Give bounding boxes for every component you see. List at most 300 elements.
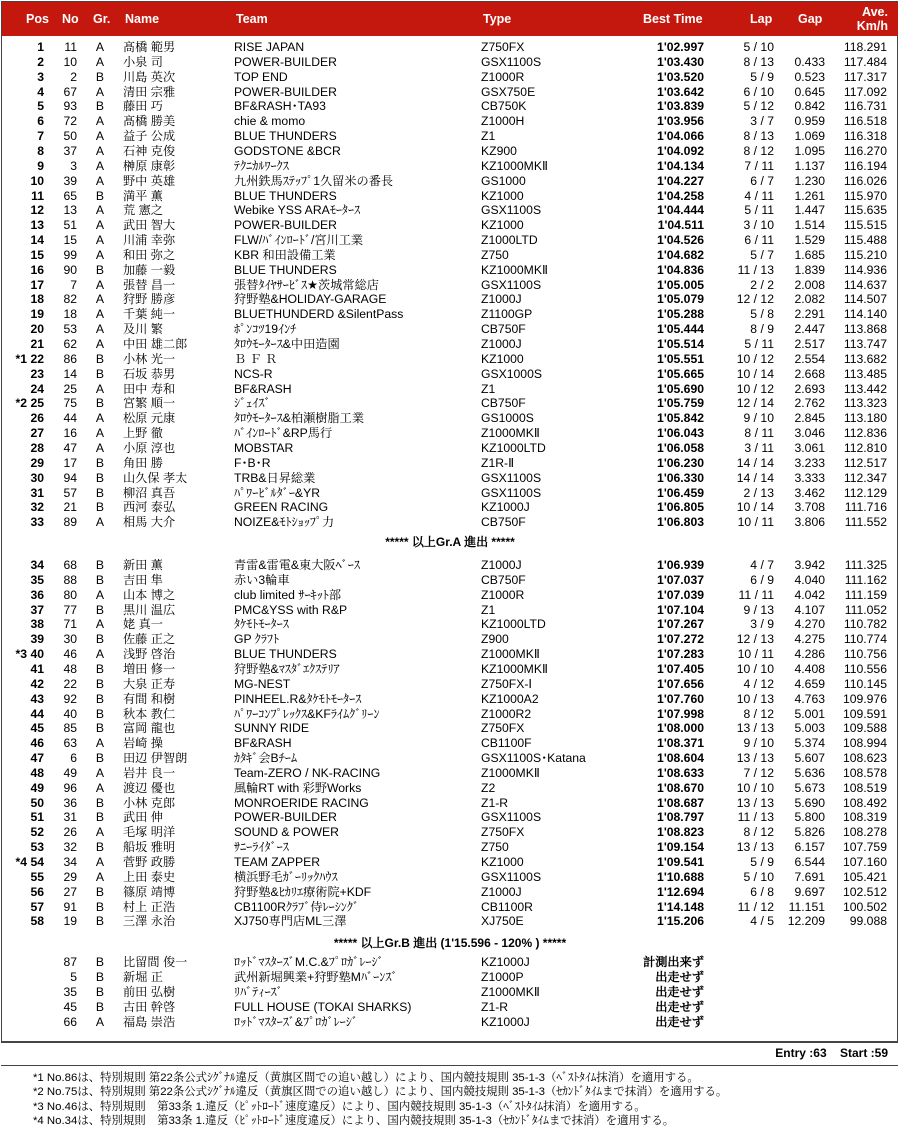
table-row <box>0 766 900 781</box>
cell-best: 出走せず <box>655 985 704 999</box>
cell-pos: 39 <box>30 632 44 647</box>
cell-gap: 5.800 <box>794 810 825 825</box>
cell-gap: 4.763 <box>794 691 825 706</box>
cell-ave: 111.162 <box>844 572 887 587</box>
entry-start-counts <box>775 1046 888 1060</box>
cell-ave: 116.194 <box>843 158 887 173</box>
cell-lap: 12 / 12 <box>736 292 774 307</box>
cell-name: 千葉 純一 <box>123 307 176 322</box>
cell-team: 九州鉄馬ｽﾃｯﾌﾟ1久留米の番長 <box>234 173 394 188</box>
cell-lap: 13 / 13 <box>736 751 774 766</box>
cell-ave: 108.623 <box>842 751 887 766</box>
cell-gr: A <box>95 158 105 173</box>
cell-gap: 4.286 <box>794 647 825 662</box>
table-row <box>0 248 900 263</box>
cell-best: 1'07.405 <box>657 661 704 676</box>
table-row <box>0 632 900 647</box>
cell-team: PMC&YSS with R&P <box>234 602 348 617</box>
cell-no: 71 <box>63 617 77 632</box>
cell-no: 7 <box>70 277 77 292</box>
cell-ave: 108.492 <box>842 795 887 810</box>
cell-gap: 3.061 <box>794 440 825 455</box>
cell-type: CB750F <box>481 515 526 530</box>
table-row <box>0 855 900 870</box>
cell-team: POWER-BUILDER <box>234 84 337 99</box>
cell-type: KZ1000MKⅡ <box>481 158 548 173</box>
cell-type: Z1000J <box>481 558 522 572</box>
cell-type: GSX1000S <box>481 366 542 381</box>
cell-no: 87 <box>63 955 77 969</box>
cell-gap: 2.554 <box>794 351 825 366</box>
cell-best: 1'05.005 <box>657 277 704 292</box>
table-row <box>0 352 900 367</box>
cell-pos: 9 <box>37 158 44 173</box>
cell-lap: 11 / 12 <box>737 899 774 914</box>
cell-team: 狩野塾&ﾋｶﾘｴ療術院+KDF <box>234 884 372 899</box>
cell-name: 三澤 永治 <box>123 914 176 929</box>
cell-name: 船坂 雅明 <box>123 840 176 855</box>
cell-no: 13 <box>63 203 77 218</box>
cell-gr: A <box>95 173 105 188</box>
cell-ave: 102.512 <box>842 884 887 899</box>
cell-name: 小林 克郎 <box>123 795 176 810</box>
cell-team: MG-NEST <box>234 676 291 691</box>
cell-pos: 35 <box>30 572 44 587</box>
cell-gap: 5.001 <box>794 706 825 721</box>
footnote-1: *1 No.86は、特別規則 第22条公式ｼｸﾞﾅﾙ違反（黄旗区間での追い越し）により、国内競技規則 35-1-3（ﾍﾞｽﾄﾀｲﾑ抹消）を適用する。 <box>33 1072 699 1084</box>
cell-ave: 114.140 <box>843 307 887 322</box>
cell-name: 新堀 正 <box>123 970 163 984</box>
cell-gr: A <box>95 411 105 426</box>
cell-no: 63 <box>63 736 77 751</box>
cell-type: GSX1100S <box>481 203 542 218</box>
cell-type: GSX1100S <box>481 810 542 825</box>
cell-lap: 14 / 14 <box>736 455 774 470</box>
cell-ave: 109.591 <box>842 706 887 721</box>
cell-ave: 113.747 <box>843 337 887 351</box>
cell-type: Z1000J <box>481 292 522 307</box>
cell-best: 1'08.823 <box>657 825 704 840</box>
table-row <box>0 1015 900 1030</box>
cell-ave: 116.026 <box>843 173 887 188</box>
cell-name: 中田 雄二郎 <box>123 337 188 351</box>
cell-gr: A <box>95 765 105 780</box>
cell-gr: B <box>95 676 105 691</box>
cell-gap: 12.209 <box>787 914 825 929</box>
cell-pos: 16 <box>30 262 44 277</box>
cell-type: Z1-R <box>481 1000 509 1014</box>
cell-gr: A <box>95 247 105 262</box>
cell-name: 荒 憲之 <box>123 203 163 218</box>
cell-team: ｻﾆｰﾗｲﾀﾞｰｽ <box>234 840 289 855</box>
cell-pos: 11 <box>31 188 44 203</box>
cell-gr: A <box>95 54 105 69</box>
cell-name: 山本 博之 <box>123 587 176 602</box>
cell-team: GREEN RACING <box>234 500 329 515</box>
cell-team: F･B･R <box>234 455 271 470</box>
cell-lap: 8 / 12 <box>743 143 774 158</box>
cell-gr: B <box>95 99 105 114</box>
cell-gap: 5.673 <box>794 780 825 795</box>
cell-ave: 110.145 <box>843 676 887 691</box>
cell-best: 計測出来ず <box>643 955 704 969</box>
cell-team: KBR 和田設備工業 <box>234 247 336 262</box>
cell-best: 1'07.760 <box>657 691 704 706</box>
cell-best: 1'04.836 <box>657 262 704 277</box>
cell-type: XJ750E <box>481 914 524 929</box>
cell-no: 14 <box>63 366 77 381</box>
cell-pos: 8 <box>37 143 44 158</box>
cell-no: 48 <box>63 661 77 676</box>
cell-lap: 8 / 13 <box>743 129 774 144</box>
cell-name: 古田 幹啓 <box>123 1000 176 1014</box>
table-row <box>0 233 900 248</box>
cell-no: 92 <box>63 691 77 706</box>
cell-best: 1'05.288 <box>657 307 704 322</box>
cell-name: 新田 薫 <box>123 558 163 572</box>
cell-pos: 51 <box>30 810 44 825</box>
cell-gap: 1.447 <box>794 203 825 218</box>
cell-name: 上野 徹 <box>123 426 163 441</box>
cell-name: 相馬 大介 <box>123 515 176 530</box>
cell-pos: 3 <box>37 69 44 84</box>
cell-no: 47 <box>63 440 77 455</box>
cell-pos: 53 <box>30 840 44 855</box>
cell-ave: 108.994 <box>842 736 887 751</box>
cell-team: BF&RASH･TA93 <box>234 99 326 114</box>
cell-no: 11 <box>64 40 77 54</box>
cell-best: 1'02.997 <box>657 40 704 54</box>
cell-best: 1'07.104 <box>657 602 704 617</box>
cell-gr: A <box>95 1015 105 1029</box>
table-row <box>0 870 900 885</box>
table-row <box>0 144 900 159</box>
table-row <box>0 1000 900 1015</box>
cell-pos: 7 <box>37 129 44 144</box>
cell-pos: 55 <box>30 869 44 884</box>
cell-gr: A <box>95 129 105 144</box>
cell-type: Z1 <box>481 129 496 144</box>
cell-best: 1'05.759 <box>657 396 704 411</box>
cell-name: 山久保 孝太 <box>123 470 188 485</box>
cell-no: 37 <box>63 143 77 158</box>
cell-best: 1'07.283 <box>657 647 704 662</box>
table-header <box>2 2 898 36</box>
cell-best: 1'03.520 <box>657 69 704 84</box>
cell-ave: 111.325 <box>844 558 887 572</box>
cell-gap: 4.408 <box>794 661 825 676</box>
cell-team: POWER-BUILDER <box>234 218 337 233</box>
cell-lap: 3 / 11 <box>744 440 774 455</box>
cell-ave: 112.347 <box>843 470 887 485</box>
cell-no: 30 <box>63 632 77 647</box>
cell-gr: B <box>95 955 105 969</box>
cell-gr: B <box>95 840 105 855</box>
cell-name: 岩崎 操 <box>123 736 163 751</box>
start-count: Start :59 <box>839 1046 888 1060</box>
cell-gr: A <box>95 218 105 233</box>
cell-gr: B <box>95 485 105 500</box>
cell-ave: 109.976 <box>842 691 887 706</box>
cell-lap: 12 / 13 <box>736 632 774 647</box>
cell-pos: 48 <box>30 765 44 780</box>
cell-lap: 10 / 11 <box>737 647 774 662</box>
cell-name: 篠原 靖博 <box>123 884 176 899</box>
cell-name: 富岡 龍也 <box>123 721 176 736</box>
cell-name: 柳沼 真吾 <box>123 485 176 500</box>
cell-type: KZ1000MKⅡ <box>481 262 548 277</box>
cell-team: SOUND & POWER <box>234 825 339 840</box>
footnote-4: *4 No.34は、特別規則 第33条 1.違反（ﾋﾟｯﾄﾛｰﾄﾞ速度違反）により、国内競技規則 35-1-3（ｾｶﾝﾄﾞﾀｲﾑまで抹消）を適用する。 <box>33 1115 675 1127</box>
table-row <box>0 322 900 337</box>
cell-gr: A <box>95 114 105 129</box>
cell-pos: 34 <box>30 558 44 572</box>
cell-lap: 9 / 10 <box>743 411 774 426</box>
cell-team: ｼﾞｪｲｽﾞ <box>234 396 271 411</box>
cell-lap: 14 / 14 <box>736 470 774 485</box>
cell-gr: B <box>95 914 105 929</box>
cell-team: ﾊﾟﾜｰｺﾝﾌﾟﾚｯｸｽ&KFﾗｲﾑｸﾞﾘｰﾝ <box>234 706 380 721</box>
cell-lap: 6 / 8 <box>750 884 774 899</box>
cell-name: 川島 英次 <box>123 69 176 84</box>
cell-type: KZ1000LTD <box>481 617 546 632</box>
cell-best: 1'06.330 <box>657 470 704 485</box>
cell-lap: 6 / 11 <box>744 233 774 248</box>
cell-gr: A <box>95 736 105 751</box>
cell-ave: 111.716 <box>844 500 887 515</box>
cell-gap: 2.517 <box>794 337 825 351</box>
cell-gap: 2.845 <box>794 411 825 426</box>
cell-no: 46 <box>63 647 77 662</box>
cell-gr: A <box>95 84 105 99</box>
cell-team: 横浜野毛ｶﾞｰﾘｯｸﾊｳｽ <box>234 869 338 884</box>
cell-pos: 31 <box>30 485 44 500</box>
cell-pos: 26 <box>30 411 44 426</box>
cell-type: Z1000LTD <box>481 233 538 248</box>
cell-lap: 8 / 11 <box>744 426 774 441</box>
cell-team: TEAM ZAPPER <box>234 855 321 869</box>
table-row <box>0 129 900 144</box>
table-row <box>0 721 900 736</box>
cell-lap: 13 / 13 <box>736 721 774 736</box>
cell-team: POWER-BUILDER <box>234 810 337 825</box>
cell-type: GSX1100S <box>481 869 542 884</box>
cell-no: 27 <box>63 884 77 899</box>
cell-team: Webike YSS ARAﾓｰﾀｰｽ <box>234 203 361 218</box>
cell-type: Z1100GP <box>481 307 533 322</box>
cell-gr: A <box>95 203 105 218</box>
cell-ave: 107.759 <box>842 840 887 855</box>
cell-team: GP ｸﾗﾌﾄ <box>234 632 280 647</box>
cell-no: 3 <box>70 158 77 173</box>
cell-gr: A <box>95 515 105 530</box>
cell-ave: 107.160 <box>842 855 887 869</box>
cell-ave: 116.518 <box>843 114 887 129</box>
cell-gr: A <box>95 277 105 292</box>
cell-type: KZ1000 <box>481 351 524 366</box>
table-row <box>0 114 900 129</box>
cell-gr: B <box>95 1000 105 1014</box>
cell-type: GSX1100S <box>481 485 542 500</box>
cell-type: KZ1000 <box>481 188 524 203</box>
cell-lap: 7 / 11 <box>744 158 774 173</box>
cell-best: 1'06.043 <box>657 426 704 441</box>
cell-lap: 10 / 14 <box>736 366 774 381</box>
cell-gr: A <box>95 647 105 662</box>
cell-best: 1'12.694 <box>657 884 704 899</box>
cell-lap: 10 / 11 <box>737 515 774 530</box>
cell-type: Z1 <box>481 602 496 617</box>
cell-no: 96 <box>63 780 77 795</box>
cell-pos: 24 <box>30 381 44 396</box>
cell-gap: 1.261 <box>794 188 825 203</box>
cell-best: 1'08.687 <box>657 795 704 810</box>
cell-type: KZ1000MKⅡ <box>481 661 548 676</box>
cell-no: 5 <box>70 970 77 984</box>
cell-gr: B <box>95 970 105 984</box>
cell-team: BF&RASH <box>234 736 292 751</box>
cell-ave: 118.291 <box>843 40 887 54</box>
cell-ave: 116.318 <box>843 129 887 144</box>
table-row <box>0 218 900 233</box>
cell-team: ﾛｯﾄﾞﾏｽﾀｰｽﾞ&ﾌﾟﾛｶﾞﾚｰｼﾞ <box>234 1015 358 1029</box>
cell-ave: 109.588 <box>842 721 887 736</box>
cell-lap: 10 / 10 <box>736 780 774 795</box>
cell-type: GSX1100S <box>481 54 542 69</box>
table-row <box>0 456 900 471</box>
cell-gap: 0.645 <box>794 84 825 99</box>
cell-name: 川浦 幸弥 <box>123 233 176 248</box>
cell-gr: B <box>95 572 105 587</box>
cell-gr: A <box>95 855 105 869</box>
cell-lap: 8 / 13 <box>743 54 774 69</box>
cell-type: Z1000J <box>481 884 522 899</box>
cell-team: NCS-R <box>234 366 273 381</box>
footnote-3: *3 No.46は、特別規則 第33条 1.違反（ﾋﾟｯﾄﾛｰﾄﾞ速度違反）により、国内競技規則 35-1-3（ﾍﾞｽﾄﾀｲﾑ抹消）を適用する。 <box>33 1101 646 1113</box>
cell-pos: 17 <box>30 277 44 292</box>
cell-type: Z750 <box>481 247 509 262</box>
cell-best: 1'04.134 <box>657 158 704 173</box>
cell-gap: 2.008 <box>794 277 825 292</box>
cell-gr: A <box>95 233 105 248</box>
cell-ave: 112.810 <box>843 440 887 455</box>
table-row <box>0 500 900 515</box>
cell-lap: 8 / 9 <box>750 322 774 337</box>
table-row <box>0 396 900 411</box>
cell-name: 秋本 教仁 <box>123 706 176 721</box>
cell-best: 1'07.037 <box>657 572 704 587</box>
cell-gap: 1.137 <box>794 158 825 173</box>
cell-ave: 110.756 <box>843 647 887 662</box>
cell-type: CB1100R <box>481 899 533 914</box>
cell-best: 1'06.939 <box>657 558 704 572</box>
cell-no: 62 <box>63 337 77 351</box>
header-team: Team <box>236 12 268 26</box>
cell-best: 1'08.797 <box>657 810 704 825</box>
cell-team: BLUE THUNDERS <box>234 188 337 203</box>
cell-ave: 113.868 <box>843 322 887 337</box>
cell-gr: B <box>95 351 105 366</box>
cell-gr: A <box>95 337 105 351</box>
cell-no: 85 <box>63 721 77 736</box>
table-row <box>0 85 900 100</box>
cell-name: 武田 伸 <box>123 810 163 825</box>
cell-best: 1'09.154 <box>657 840 704 855</box>
cell-best: 1'07.998 <box>657 706 704 721</box>
cell-no: 86 <box>63 351 77 366</box>
table-row <box>0 558 900 573</box>
cell-name: 狩野 勝彦 <box>123 292 176 307</box>
cell-best: 1'06.230 <box>657 455 704 470</box>
cell-best: 1'05.665 <box>657 366 704 381</box>
cell-gap: 3.333 <box>794 470 825 485</box>
cell-name: 髙橋 範男 <box>123 40 176 54</box>
cell-name: 石神 克俊 <box>123 143 176 158</box>
cell-best: 1'04.092 <box>657 143 704 158</box>
table-row <box>0 174 900 189</box>
cell-name: 及川 繁 <box>123 322 163 337</box>
cell-ave: 115.210 <box>843 247 887 262</box>
cell-ave: 111.552 <box>844 515 887 530</box>
cell-type: KZ1000A2 <box>481 691 539 706</box>
cell-lap: 11 / 13 <box>737 810 774 825</box>
cell-gr: B <box>95 470 105 485</box>
cell-gap: 4.659 <box>794 676 825 691</box>
cell-gr: A <box>95 440 105 455</box>
cell-gap: 3.942 <box>794 558 825 572</box>
cell-team: 狩野塾&ﾏｽﾀﾞｴｸｽﾃﾘｱ <box>234 661 340 676</box>
cell-name: 黒川 温広 <box>123 602 176 617</box>
cell-pos: 42 <box>30 676 44 691</box>
cell-no: 16 <box>63 426 77 441</box>
table-row <box>0 677 900 692</box>
cell-name: 西河 泰弘 <box>123 500 176 515</box>
table-row <box>0 515 900 530</box>
table-row <box>0 588 900 603</box>
cell-gap: 0.842 <box>794 99 825 114</box>
cell-best: 1'06.058 <box>657 440 704 455</box>
cell-no: 45 <box>63 1000 77 1014</box>
cell-best: 1'05.842 <box>657 411 704 426</box>
cell-gr: A <box>95 143 105 158</box>
cell-pos: 43 <box>30 691 44 706</box>
table-row <box>0 985 900 1000</box>
cell-team: Team-ZERO / NK-RACING <box>234 765 381 780</box>
cell-gap: 3.806 <box>794 515 825 530</box>
cell-best: 1'04.526 <box>657 233 704 248</box>
cell-ave: 114.936 <box>843 262 887 277</box>
cell-best: 1'04.066 <box>657 129 704 144</box>
cell-lap: 5 / 11 <box>744 337 774 351</box>
cell-name: 松原 元康 <box>123 411 176 426</box>
cell-gap: 4.042 <box>794 587 825 602</box>
cell-gr: B <box>95 721 105 736</box>
cell-ave: 110.782 <box>843 617 887 632</box>
cell-no: 39 <box>63 173 77 188</box>
cell-best: 1'08.670 <box>657 780 704 795</box>
cell-pos: 23 <box>30 366 44 381</box>
cell-gap: 5.826 <box>794 825 825 840</box>
cell-no: 50 <box>63 129 77 144</box>
cell-best: 1'06.803 <box>657 515 704 530</box>
cell-pos: 36 <box>30 587 44 602</box>
cell-pos: 52 <box>30 825 44 840</box>
table-row <box>0 707 900 722</box>
cell-gap: 5.374 <box>794 736 825 751</box>
cell-gr: A <box>95 587 105 602</box>
cell-pos: 10 <box>30 173 44 188</box>
cell-no: 57 <box>63 485 77 500</box>
